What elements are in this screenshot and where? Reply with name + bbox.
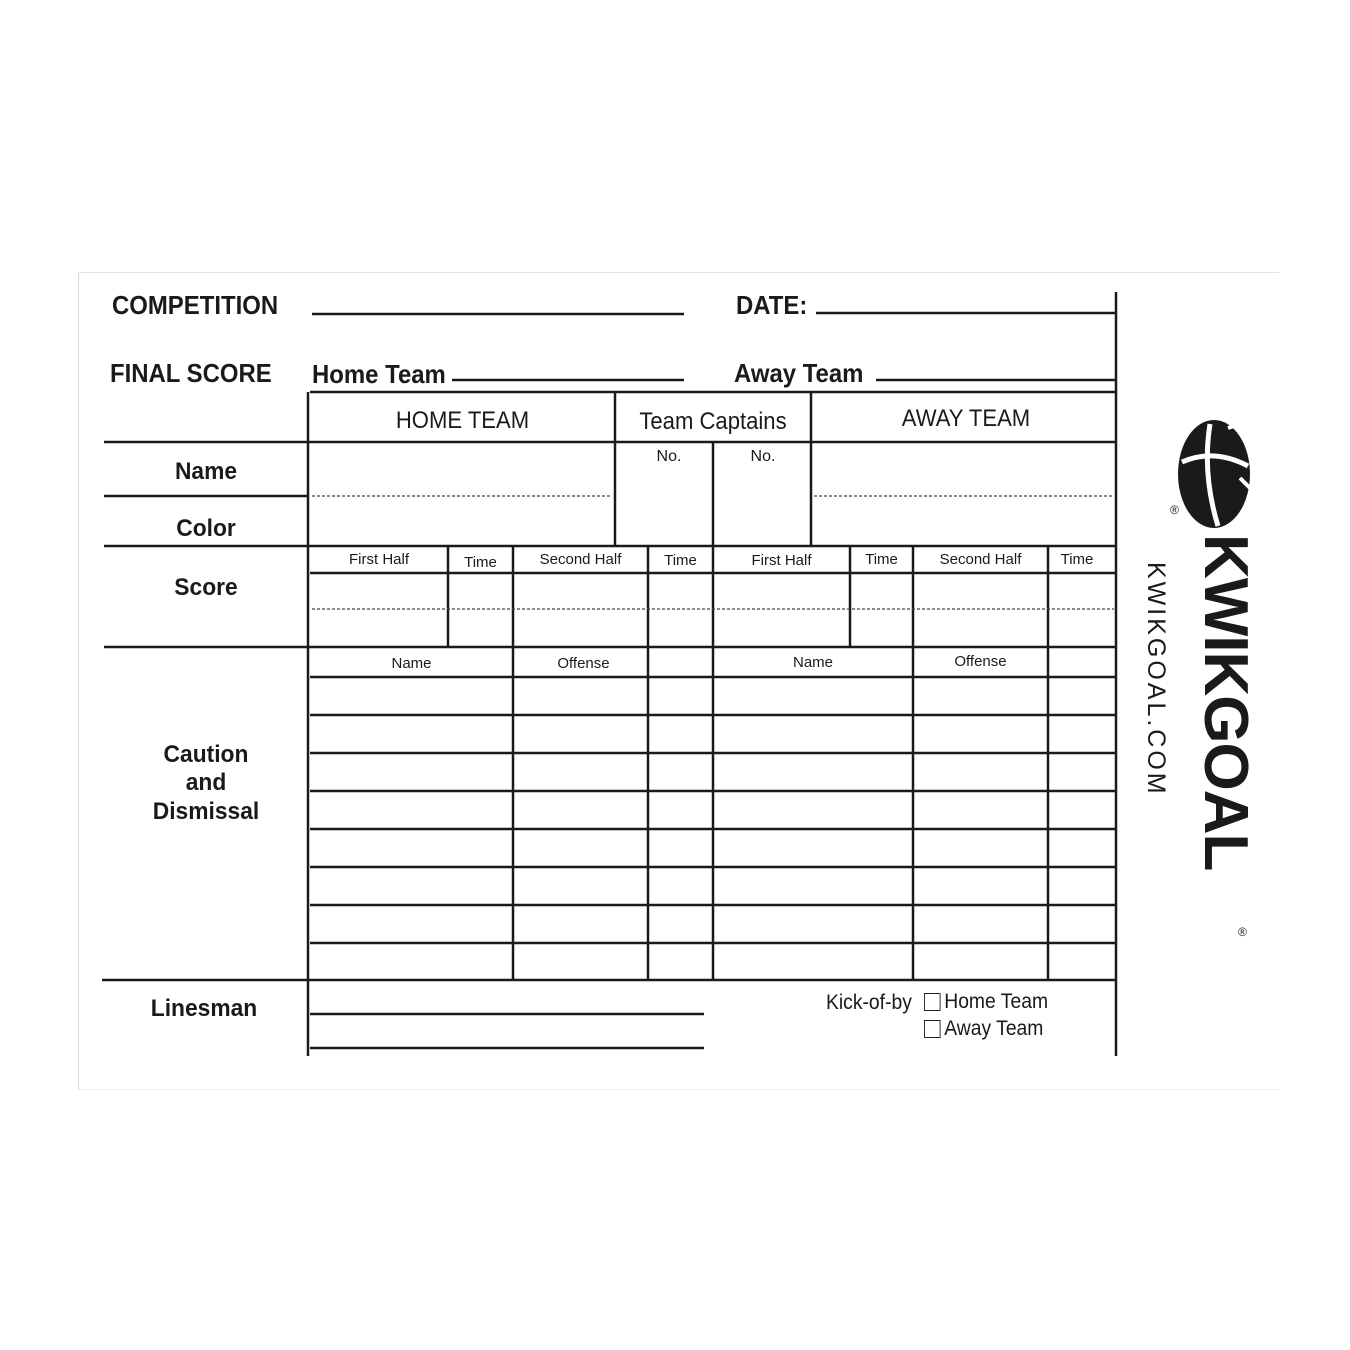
score-col-header: Second Half: [939, 551, 1022, 568]
registered-mark-icon: ®: [1238, 925, 1247, 939]
caution-row-label: and: [185, 769, 227, 796]
kwikgoal-logo-text: KWIKGOAL: [1191, 534, 1260, 871]
captain-no-label: No.: [656, 448, 682, 465]
caution-col-header: Name: [391, 655, 432, 672]
final-score-label: FINAL SCORE: [110, 358, 272, 388]
team-captains-header: Team Captains: [639, 408, 787, 435]
score-col-header: Time: [1060, 551, 1094, 568]
registered-mark-icon: ®: [1170, 503, 1179, 517]
away-team-checkbox[interactable]: [924, 1020, 941, 1038]
score-col-header: First Half: [751, 552, 812, 569]
competition-label: COMPETITION: [112, 290, 279, 320]
captain-no-label: No.: [750, 448, 776, 465]
home-team-label: Home Team: [312, 359, 446, 389]
score-row-label: Score: [174, 574, 238, 601]
date-label: DATE:: [736, 290, 808, 320]
score-col-header: Time: [664, 552, 697, 569]
kickoff-label: Kick-of-by: [826, 991, 912, 1014]
home-team-checkbox[interactable]: [924, 993, 941, 1011]
kwikgoal-ball-icon: [1178, 420, 1256, 528]
score-col-header: Second Half: [539, 551, 622, 568]
kickoff-away-option[interactable]: [924, 1018, 1043, 1039]
score-col-header: First Half: [349, 551, 409, 568]
caution-col-header: Offense: [954, 653, 1007, 670]
home-team-header: HOME TEAM: [395, 407, 530, 434]
score-col-header: Time: [865, 551, 898, 568]
caution-col-header: Name: [792, 654, 833, 671]
caution-col-header: Offense: [557, 655, 610, 672]
linesman-row-label: Linesman: [150, 995, 258, 1022]
away-team-header: AWAY TEAM: [901, 405, 1031, 432]
away-team-label: Away Team: [734, 358, 864, 388]
score-col-header: Time: [464, 554, 497, 571]
color-row-label: Color: [176, 515, 236, 542]
name-row-label: Name: [174, 458, 238, 485]
kickoff-home-option[interactable]: [924, 991, 1048, 1012]
kickoff-away-label: Away Team: [944, 1017, 1044, 1040]
kwikgoal-website: KWIKGOAL.COM: [1142, 562, 1170, 797]
caution-row-label: Dismissal: [152, 798, 260, 825]
kickoff-home-label: Home Team: [944, 990, 1049, 1013]
caution-row-label: Caution: [163, 741, 249, 768]
